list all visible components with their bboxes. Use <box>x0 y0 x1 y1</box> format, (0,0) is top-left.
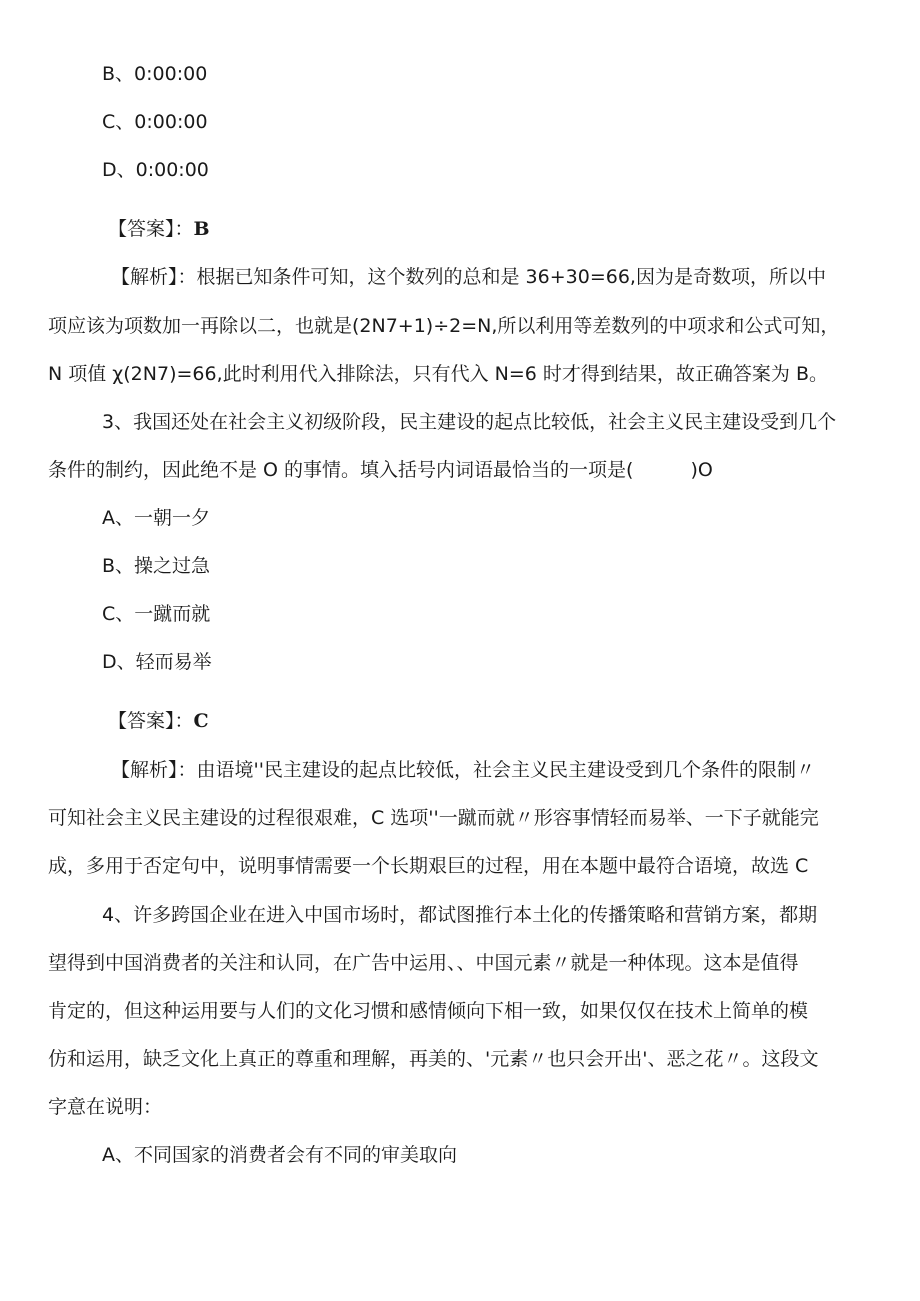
explanation-line: 【解析】：由语境''民主建设的起点比较低，社会主义民主建设受到几个条件的限制〃 <box>111 759 815 781</box>
explanation-line: N 项值 χ(2N7)=66,此时利用代入排除法，只有代入 N=6 时才得到结果，故正确答案为 B。 <box>48 363 828 385</box>
option-b <box>102 62 207 86</box>
explanation-line: 可知社会主义民主建设的过程很艰难，C 选项''一蹴而就〃形容事情轻而易举、一下子就能完 <box>48 807 819 829</box>
option-label: D、 <box>102 651 136 673</box>
option-text: 操之过急 <box>134 555 211 577</box>
option-text: 0:00:00 <box>134 111 208 133</box>
option-b <box>102 554 210 578</box>
option-label: B、 <box>102 63 135 85</box>
option-text: 0:00:00 <box>134 63 208 85</box>
explanation-line: 成，多用于否定句中，说明事情需要一个长期艰巨的过程，用在本题中最符合语境，故选 C <box>48 855 809 877</box>
option-label: A、 <box>102 1144 134 1166</box>
answer-line <box>108 217 210 241</box>
answer-letter: C <box>193 710 209 732</box>
option-text: 0:00:00 <box>135 159 209 181</box>
option-label: C、 <box>102 111 135 133</box>
option-a <box>102 1143 457 1167</box>
question-stem-line: 3、我国还处在社会主义初级阶段，民主建设的起点比较低，社会主义民主建设受到几个 <box>102 411 837 433</box>
answer-letter: B <box>193 218 210 240</box>
option-label: D、 <box>102 159 136 181</box>
option-text: 一蹴而就 <box>134 603 211 625</box>
option-label: B、 <box>102 555 135 577</box>
explanation-line: 项应该为项数加一再除以二，也就是(2N7+1)÷2=N,所以利用等差数列的中项求和公式可知， <box>48 315 840 337</box>
question-stem-line: 4、许多跨国企业在进入中国市场时，都试图推行本土化的传播策略和营销方案，都期 <box>102 904 818 926</box>
answer-prefix: 【答案】： <box>108 218 194 240</box>
option-a <box>102 506 210 530</box>
option-c <box>102 110 208 134</box>
answer-prefix: 【答案】： <box>108 710 194 732</box>
explanation-line: 【解析】：根据已知条件可知，这个数列的总和是 36+30=66,因为是奇数项，所以中 <box>111 266 826 288</box>
option-text: 不同国家的消费者会有不同的审美取向 <box>134 1144 458 1166</box>
option-label: A、 <box>102 507 134 529</box>
question-stem-line: 肯定的，但这种运用要与人们的文化习惯和感情倾向下相一致，如果仅仅在技术上简单的模 <box>48 1000 809 1022</box>
question-stem-line: 仿和运用，缺乏文化上真正的尊重和理解，再美的、'元素〃也只会开出'、恶之花〃。这段文 <box>48 1048 819 1070</box>
option-d <box>102 158 209 182</box>
question-stem-line: 条件的制约，因此绝不是 O 的事情。填入括号内词语最恰当的一项是( )O <box>48 459 713 481</box>
option-d <box>102 650 212 674</box>
option-c <box>102 602 210 626</box>
option-text: 轻而易举 <box>135 651 212 673</box>
question-stem-line: 字意在说明： <box>48 1096 163 1118</box>
option-text: 一朝一夕 <box>134 507 211 529</box>
question-stem-line: 望得到中国消费者的关注和认同，在广告中运用、、中国元素〃就是一种体现。这本是值得 <box>48 952 799 974</box>
option-label: C、 <box>102 603 135 625</box>
answer-line <box>108 709 209 733</box>
